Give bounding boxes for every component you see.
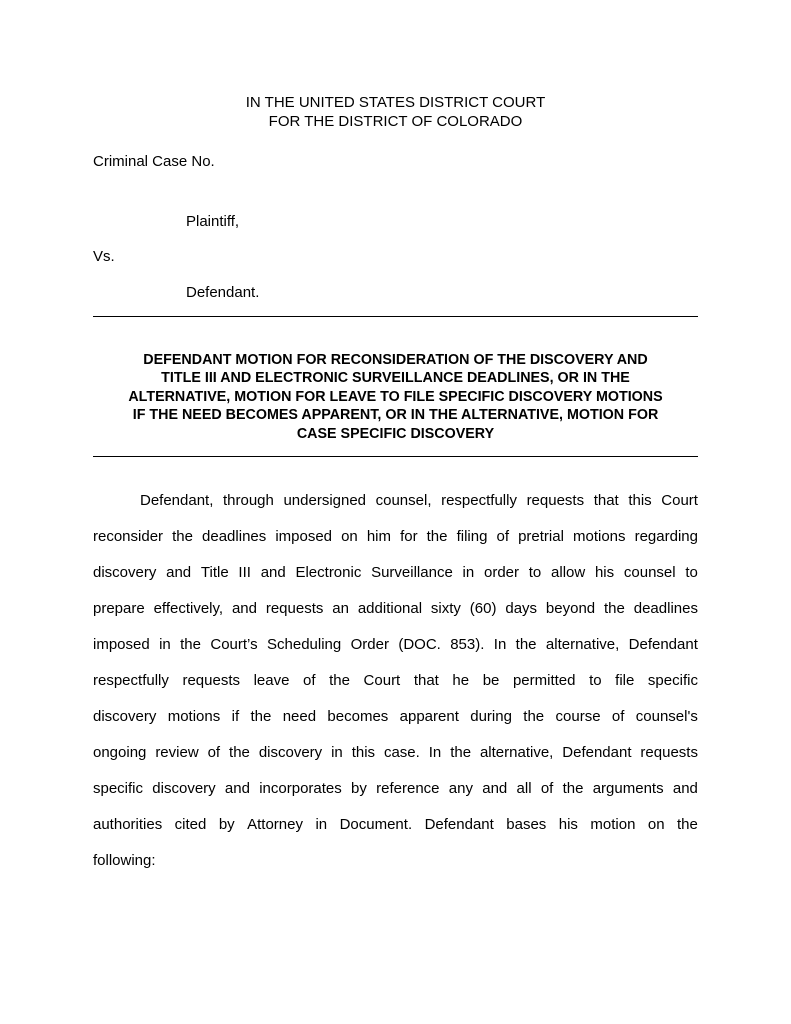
body-word: arguments xyxy=(592,780,664,797)
body-word: Defendant xyxy=(562,744,632,761)
body-line xyxy=(93,633,698,669)
body-word: for xyxy=(400,528,418,545)
body-word: need xyxy=(282,708,317,725)
body-word: he xyxy=(452,672,470,689)
body-word: days xyxy=(505,600,538,617)
body-word: Defendant, xyxy=(140,492,214,509)
body-word: to xyxy=(589,672,602,689)
body-line xyxy=(93,525,698,561)
plaintiff-label: Plaintiff, xyxy=(186,213,240,230)
body-word: the xyxy=(523,708,545,725)
body-word: his xyxy=(594,564,615,581)
body-word: undersigned xyxy=(283,492,367,509)
body-word: and xyxy=(672,780,698,797)
body-word: the xyxy=(329,672,350,689)
body-word: prepare xyxy=(93,600,145,617)
body-word: be xyxy=(482,672,500,689)
body-line xyxy=(93,813,698,849)
body-word: to xyxy=(685,564,698,581)
body-word: in xyxy=(315,816,328,833)
body-word: requests xyxy=(640,744,698,761)
body-word: In xyxy=(493,636,507,653)
body-word: requests xyxy=(526,492,585,509)
body-word: through xyxy=(222,492,274,509)
body-word: that xyxy=(413,672,439,689)
body-word: pretrial xyxy=(518,528,564,545)
court-district-line: FOR THE DISTRICT OF COLORADO xyxy=(268,113,523,130)
body-word: permitted xyxy=(512,672,576,689)
body-word: ongoing xyxy=(93,744,147,761)
body-word: by xyxy=(351,780,367,797)
body-word: deadlines xyxy=(202,528,267,545)
body-word: respectfully xyxy=(93,672,169,689)
body-word: order xyxy=(483,564,520,581)
body-word: on xyxy=(341,528,358,545)
body-word: the xyxy=(562,780,584,797)
court-heading xyxy=(0,93,791,131)
body-word: Title xyxy=(200,564,229,581)
body-word: discovery xyxy=(258,744,323,761)
body-word: Attorney xyxy=(247,816,303,833)
body-word: alternative, xyxy=(479,744,554,761)
body-line: following: xyxy=(93,852,156,869)
body-word: of xyxy=(207,744,221,761)
court-name-line: IN THE UNITED STATES DISTRICT COURT xyxy=(245,94,546,111)
body-word: of xyxy=(496,528,509,545)
motion-title-line: IF THE NEED BECOMES APPARENT, OR IN THE ALTERNATIVE, MOTION FOR xyxy=(132,407,659,424)
body-word: and xyxy=(166,564,192,581)
body-word: and xyxy=(224,780,250,797)
body-word: Document. xyxy=(339,816,413,833)
body-line xyxy=(93,777,698,813)
body-word: and xyxy=(231,600,257,617)
body-word: during xyxy=(470,708,512,725)
case-number-label: Criminal Case No. xyxy=(93,153,215,170)
body-word: all xyxy=(516,780,532,797)
body-word: of xyxy=(540,780,554,797)
versus-label: Vs. xyxy=(93,248,115,265)
body-word: imposed xyxy=(275,528,333,545)
body-line xyxy=(93,561,698,597)
body-word: specific xyxy=(647,672,698,689)
body-word: motions xyxy=(572,528,626,545)
motion-title xyxy=(93,351,698,443)
body-word: file xyxy=(615,672,635,689)
body-word: filing xyxy=(456,528,488,545)
body-word: the xyxy=(450,744,472,761)
body-word: of xyxy=(611,708,625,725)
body-word: alternative, xyxy=(545,636,620,653)
body-word: review xyxy=(155,744,199,761)
body-word: his xyxy=(558,816,578,833)
body-word: him xyxy=(366,528,391,545)
body-word: becomes xyxy=(327,708,389,725)
body-word: bases xyxy=(506,816,547,833)
motion-title-line: DEFENDANT MOTION FOR RECONSIDERATION OF THE DISCOVERY AND xyxy=(143,352,648,368)
body-word: any xyxy=(448,780,473,797)
body-word: reconsider xyxy=(93,528,164,545)
body-word: and xyxy=(482,780,508,797)
body-line xyxy=(93,669,698,705)
body-word: case. xyxy=(383,744,420,761)
body-word: counsel xyxy=(623,564,676,581)
body-word: Surveillance xyxy=(371,564,453,581)
body-word: counsel, xyxy=(375,492,432,509)
body-word: this xyxy=(351,744,376,761)
body-word: in xyxy=(331,744,343,761)
body-word: reference xyxy=(376,780,440,797)
caption-divider-bottom xyxy=(93,456,698,457)
body-line xyxy=(93,741,698,777)
body-word: the xyxy=(250,708,272,725)
motion-title-line: TITLE III AND ELECTRONIC SURVEILLANCE DEADLINES, OR IN THE xyxy=(161,370,630,387)
body-word: specific xyxy=(93,780,144,797)
body-word: (60) xyxy=(469,600,497,617)
body-word: Court xyxy=(363,672,401,689)
body-word: regarding xyxy=(634,528,698,545)
caption-divider-top xyxy=(93,316,698,317)
body-word: motions xyxy=(167,708,221,725)
body-word: an xyxy=(332,600,349,617)
body-word: on xyxy=(647,816,665,833)
body-word: the xyxy=(515,636,537,653)
body-word: Order xyxy=(350,636,389,653)
body-word: imposed xyxy=(93,636,150,653)
body-word: requests xyxy=(265,600,324,617)
body-word: beyond xyxy=(545,600,596,617)
body-word: (DOC. xyxy=(398,636,441,653)
body-line xyxy=(93,705,698,741)
body-word: the xyxy=(426,528,448,545)
body-word: Court’s xyxy=(210,636,258,653)
defendant-label: Defendant. xyxy=(186,284,260,301)
body-word: Scheduling xyxy=(267,636,342,653)
body-word: sixty xyxy=(430,600,461,617)
body-word: the xyxy=(229,744,250,761)
body-word: 853). xyxy=(450,636,485,653)
body-word: Defendant xyxy=(628,636,698,653)
body-word: motion xyxy=(590,816,636,833)
motion-body xyxy=(93,489,698,885)
motion-title-line: ALTERNATIVE, MOTION FOR LEAVE TO FILE SPECIFIC DISCOVERY MOTIONS xyxy=(128,388,663,405)
body-word: allow xyxy=(551,564,586,581)
body-line xyxy=(93,489,698,525)
body-word: cited xyxy=(174,816,207,833)
body-word: Court xyxy=(661,492,698,509)
body-word: apparent xyxy=(399,708,459,725)
body-word: authorities xyxy=(93,816,163,833)
body-word: Defendant xyxy=(424,816,494,833)
body-word: by xyxy=(218,816,235,833)
body-word: of xyxy=(303,672,316,689)
body-word: that xyxy=(593,492,619,509)
body-word: In xyxy=(428,744,442,761)
body-word: and xyxy=(260,564,286,581)
body-word: discovery xyxy=(93,564,157,581)
body-word: in xyxy=(159,636,171,653)
body-word: additional xyxy=(357,600,423,617)
motion-title-line: CASE SPECIFIC DISCOVERY xyxy=(296,425,495,442)
body-word: requests xyxy=(182,672,240,689)
body-word: the xyxy=(677,816,698,833)
body-word: discovery xyxy=(152,780,216,797)
body-word: if xyxy=(231,708,240,725)
body-word: respectfully xyxy=(441,492,517,509)
body-word: to xyxy=(528,564,542,581)
body-word: incorporates xyxy=(259,780,342,797)
body-word: discovery xyxy=(93,708,157,725)
body-word: the xyxy=(604,600,625,617)
body-line xyxy=(93,597,698,633)
body-word: the xyxy=(180,636,201,653)
body-word: counsel's xyxy=(635,708,698,725)
body-word: leave xyxy=(253,672,290,689)
body-word: deadlines xyxy=(633,600,698,617)
body-word: course xyxy=(555,708,601,725)
body-word: III xyxy=(238,564,251,581)
body-word: Electronic xyxy=(295,564,362,581)
body-word: in xyxy=(462,564,475,581)
body-word: the xyxy=(172,528,193,545)
body-word: effectively, xyxy=(153,600,224,617)
body-word: this xyxy=(628,492,652,509)
